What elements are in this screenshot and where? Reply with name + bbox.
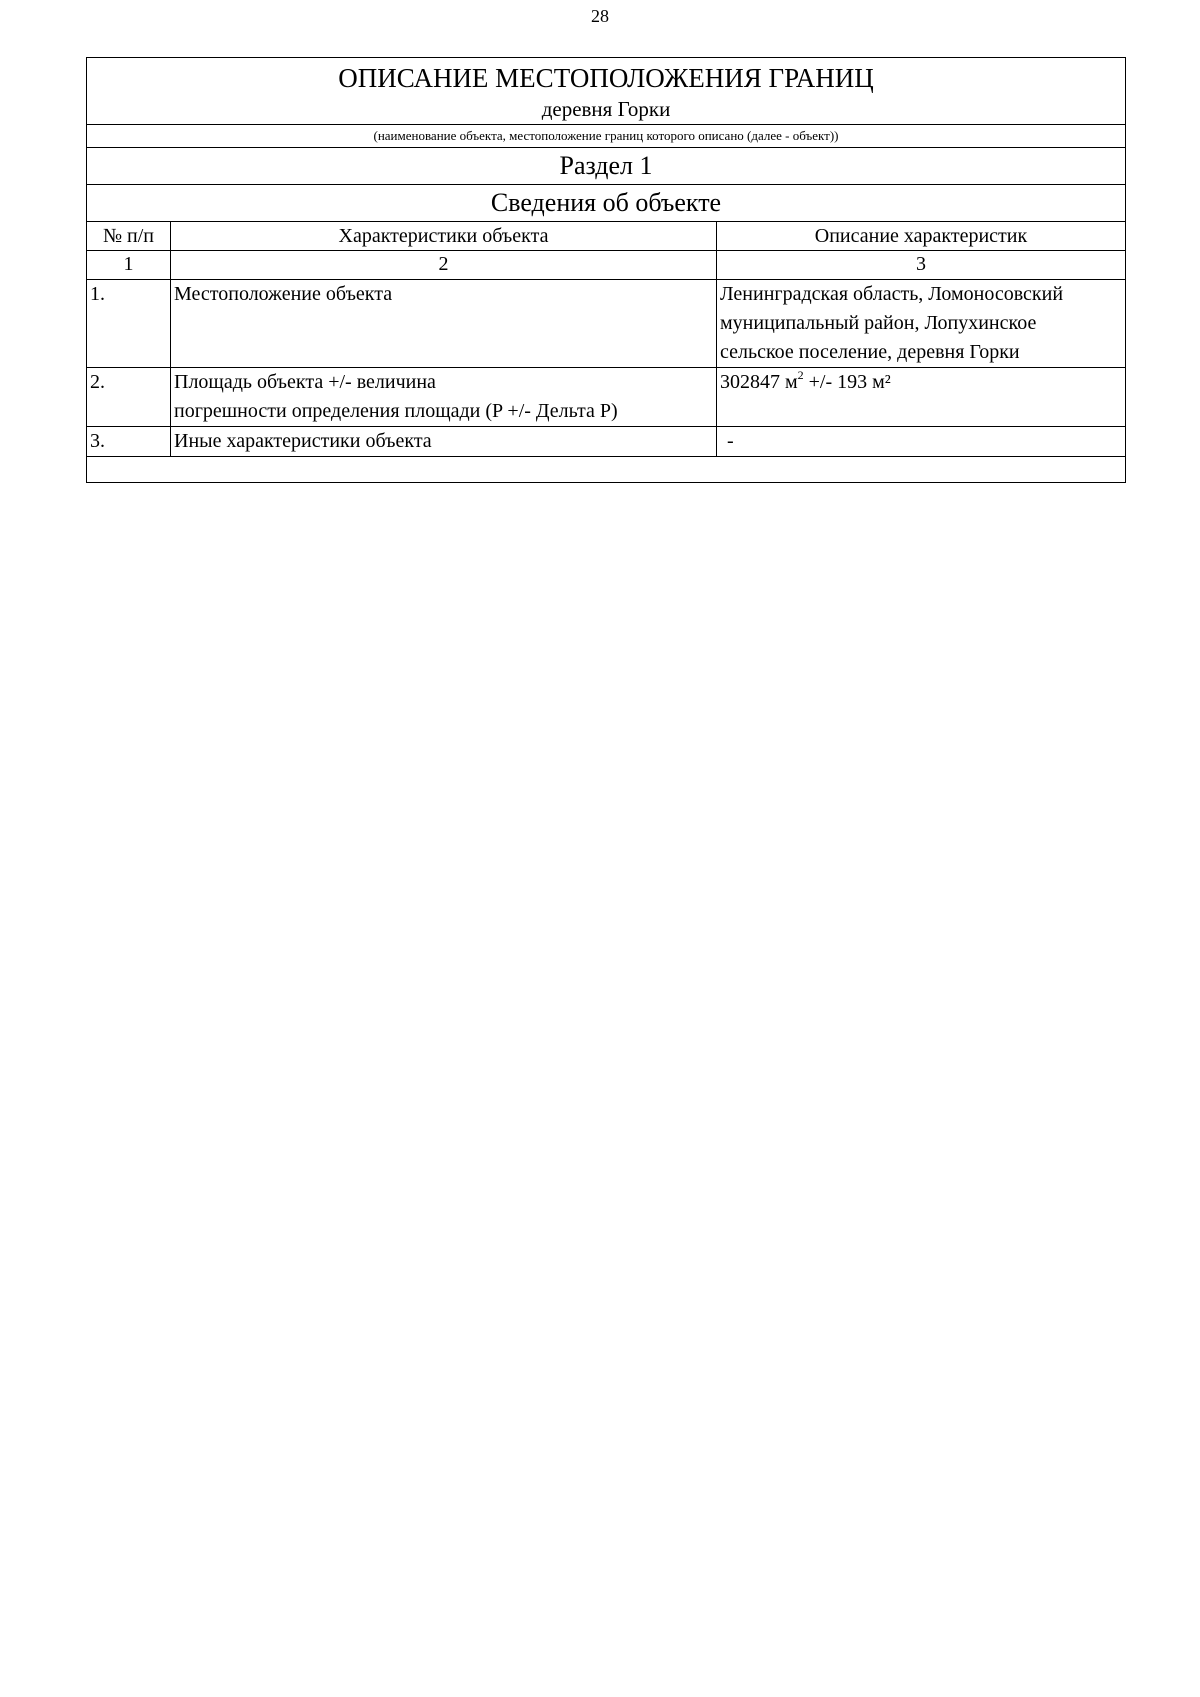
row-characteristic — [171, 368, 717, 427]
section-subtitle: Сведения об объекте — [87, 185, 1126, 222]
description-line: сельское поселение, деревня Горки — [720, 341, 1020, 363]
object-caption: (наименование объекта, местоположение границ которого описано (далее - объект)) — [87, 125, 1126, 148]
row-description — [717, 280, 1126, 368]
description-line: Ленинградская область, Ломоносовский — [720, 283, 1064, 305]
column-number-2: 2 — [171, 251, 717, 280]
table-row — [87, 427, 1126, 457]
column-header-number: № п/п — [87, 222, 171, 251]
row-characteristic — [171, 280, 717, 368]
section-title: Раздел 1 — [87, 148, 1126, 185]
description-line: муниципальный район, Лопухинское — [720, 312, 1037, 334]
table-row — [87, 280, 1126, 368]
column-number-3: 3 — [717, 251, 1126, 280]
title-cell — [87, 58, 1126, 125]
area-number: 302847 м — [720, 371, 798, 393]
area-value — [720, 368, 1125, 397]
row-description — [717, 427, 1126, 457]
row-number: 2. — [87, 368, 171, 427]
empty-row — [87, 457, 1126, 483]
boundary-description-table — [86, 57, 1126, 483]
area-error: +/- 193 м² — [803, 371, 891, 393]
description-line: - — [727, 430, 734, 452]
characteristic-line: погрешности определения площади (P +/- Дельта P) — [174, 400, 618, 422]
characteristic-line: Площадь объекта +/- величина — [174, 371, 436, 393]
characteristic-line: Местоположение объекта — [174, 283, 393, 305]
object-name: деревня Горки — [541, 97, 671, 121]
page-number: 28 — [591, 6, 609, 26]
column-number-1: 1 — [87, 251, 171, 280]
area-exponent: 2 — [797, 368, 804, 382]
row-number: 3. — [87, 427, 171, 457]
row-number: 1. — [87, 280, 171, 368]
row-characteristic — [171, 427, 717, 457]
column-header-description: Описание характеристик — [717, 222, 1126, 251]
document-title: ОПИСАНИЕ МЕСТОПОЛОЖЕНИЯ ГРАНИЦ — [338, 63, 874, 93]
characteristic-line: Иные характеристики объекта — [174, 430, 432, 452]
row-description — [717, 368, 1126, 427]
empty-cell — [87, 457, 1126, 483]
column-number-row — [87, 251, 1126, 280]
column-header-row — [87, 222, 1126, 251]
column-header-characteristic: Характеристики объекта — [171, 222, 717, 251]
table-row — [87, 368, 1126, 427]
